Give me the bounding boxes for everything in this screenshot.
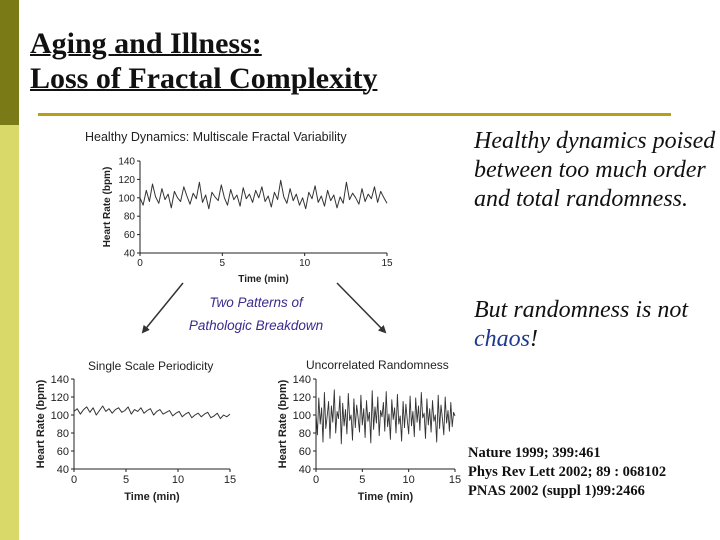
y-tick-label: 100 [118, 193, 135, 205]
title-line-2: Loss of Fractal Complexity [30, 62, 378, 95]
x-tick-label: 15 [381, 258, 393, 269]
y-tick-label: 80 [298, 427, 311, 440]
x-tick-label: 5 [219, 258, 226, 269]
x-tick-label: 5 [359, 474, 366, 486]
y-tick-label: 120 [292, 391, 311, 404]
breakdown-label-line-2: Pathologic Breakdown [188, 318, 324, 333]
x-axis-label: Time (min) [124, 491, 180, 503]
random-chart-title: Uncorrelated Randomness [306, 358, 449, 372]
x-tick-label: 5 [122, 474, 130, 486]
y-tick-label: 100 [50, 409, 69, 422]
y-axis-label: Heart Rate (bpm) [277, 379, 289, 469]
arrow-right [337, 283, 385, 332]
y-axis-label: Heart Rate (bpm) [35, 379, 47, 469]
y-tick-label: 60 [56, 445, 69, 458]
x-tick-label: 10 [402, 474, 415, 486]
x-tick-label: 15 [223, 474, 237, 486]
right-text-healthy: Healthy dynamics poised between too much order and total randomness. [474, 128, 716, 212]
x-tick-label: 10 [171, 474, 185, 486]
y-tick-label: 140 [292, 373, 311, 386]
random-chart [277, 374, 461, 503]
y-tick-label: 60 [123, 230, 135, 242]
y-tick-label: 80 [56, 427, 69, 440]
reference-nature: Nature 1999; 399:461 [468, 445, 601, 461]
title-line-1: Aging and Illness: [30, 27, 262, 60]
randomness-text: But randomness is not [474, 297, 689, 323]
y-tick-label: 120 [118, 174, 135, 186]
heart-rate-series-line [74, 406, 230, 419]
x-tick-label: 10 [299, 258, 311, 269]
periodic-chart [35, 374, 236, 503]
healthy-chart-title: Healthy Dynamics: Multiscale Fractal Variability [85, 130, 347, 144]
y-tick-label: 120 [50, 391, 69, 404]
x-tick-label: 15 [448, 474, 462, 486]
chaos-highlight: chaos [474, 326, 530, 352]
x-tick-label: 0 [312, 474, 320, 486]
y-tick-label: 140 [118, 156, 135, 168]
y-tick-label: 100 [292, 409, 311, 422]
heart-rate-series-line [316, 390, 455, 444]
breakdown-label-line-1: Two Patterns of [209, 295, 303, 310]
y-tick-label: 80 [123, 211, 135, 223]
heart-rate-series-line [140, 180, 387, 209]
healthy-chart [102, 157, 393, 286]
y-tick-label: 40 [123, 248, 135, 260]
y-tick-label: 40 [298, 463, 311, 476]
reference-pnas: PNAS 2002 (suppl 1)99:2466 [468, 483, 645, 499]
periodic-chart-title: Single Scale Periodicity [88, 359, 214, 373]
y-tick-label: 60 [298, 445, 311, 458]
reference-prl: Phys Rev Lett 2002; 89 : 068102 [468, 464, 667, 480]
y-tick-label: 140 [50, 373, 69, 386]
arrow-left [143, 283, 183, 332]
x-tick-label: 0 [137, 258, 143, 269]
randomness-suffix: ! [530, 326, 538, 352]
y-tick-label: 40 [56, 463, 69, 476]
x-tick-label: 0 [70, 474, 78, 486]
y-axis-label: Heart Rate (bpm) [102, 166, 113, 248]
x-axis-label: Time (min) [238, 274, 289, 285]
x-axis-label: Time (min) [357, 491, 414, 503]
